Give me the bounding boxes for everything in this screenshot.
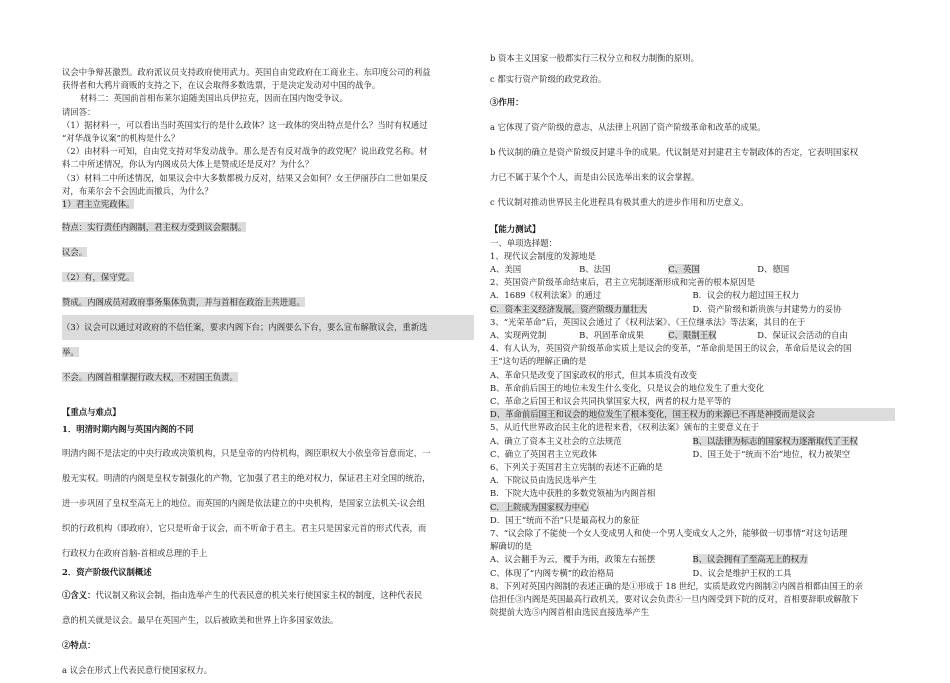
role-item: b 代议制的确立是资产阶级反封建斗争的成果。代议制是对封建君主专制政体的否定，它表明国家权 [490,147,859,158]
role-item: a 它体现了资产阶级的意志，从法律上巩固了资产阶级革命和改革的成果。 [490,122,766,133]
answer-block [62,290,474,315]
definition-marker: ① [62,589,71,600]
question-2-options [490,303,895,316]
option: C、确立了英国君主立宪政体 [490,448,597,459]
question-4: 4、有人认为，英国资产阶级革命实质上是议会的变革，“革命前是国王的议会，革命后是议会的国 [490,343,852,354]
answer-block [62,265,474,290]
question-1-options [490,263,895,276]
answer-line: 特点：实行责任内阁制，君主权力受到议会限制。 [62,222,247,233]
option-correct: C、英国 [668,264,700,275]
feature-item: a 议会在形式上代表民意行使国家权力。 [62,664,213,675]
option [668,263,757,276]
intro-line: 获得者和大鸦片商贩的支持之下，在议会取得多数选票，于是决定发动对中国的战争。 [62,80,381,91]
question-line: 料二中所述情况，你认为内阁成员大体上是赞成还是反对？为什么？ [62,159,314,170]
question-8: 院提前大选⑤内阁首相由选民直接选举产生 [490,607,650,618]
option-correct-row [490,501,895,514]
option: D、议会是维护王权的工具 [692,567,792,578]
question-8: 信担任③内阁是英国最高行政机关，要对议会负责④一旦内阁受到下院的反对，首相要辞职或解散下 [490,594,859,605]
question-line: “对华战争议案”的机构是什么？ [62,133,180,144]
answer-block [62,198,474,211]
section-one-title: 1．明清时期内阁与英国内阁的不同 [62,424,194,435]
section-one-line: 织的行政机构（即政府），它只是听命于议会，而不听命于君主。君主只是国家元首的形式代表，而 [62,522,427,533]
option: B．议会的权力超过国王权力 [692,290,800,301]
feature-item: c 都实行资产阶级的政党政治。 [490,74,607,85]
question-5-options [490,435,895,448]
option: D．国王“统而不治”只是最高权力的象征 [490,514,640,525]
question-line: （3）材料二中所述情况，如果议会中大多数都极力反对，结果又会如何？女王伊丽莎白二世如果反 [62,172,428,183]
answer-line: 1）君主立宪政体。 [62,199,135,210]
question-line: （2）由材料一可知，自由党支持对华发动战争。那么是否有反对战争的政党呢？说出政党名称。材 [62,146,428,157]
option-correct-row [490,408,895,421]
feature-marker: ② [62,639,71,650]
option-correct: D、革命前后国王和议会的地位发生了根本变化，国王权力的来源已不再是神授而是议会 [490,408,895,421]
question-3-options [490,329,895,342]
question-7-options [490,567,895,580]
question-5-options [490,448,895,461]
option: A、革命只是改变了国家政权的形式，但其本质没有改变 [490,369,698,380]
question-3: 3、“光荣革命”后，英国议会通过了《权利法案》、《王位继承法》等法案，其目的在于 [490,316,806,327]
answer-block [62,340,474,365]
option: A、议会翻手为云，覆手为雨，政策左右摇摆 [490,554,656,565]
question-7: 7、“议会除了不能使一个女人变成男人和使一个男人变成女人之外，能够做一切事情”对这句话理 [490,528,848,539]
role-marker: ③ [490,97,499,108]
feature-label: 特点： [70,639,96,650]
option-correct: B、议会拥有了至高无上的权力 [692,554,808,565]
feature-heading [62,633,474,658]
definition-line: 意的机关就是议会。最早在英国产生，以后被欧美和世界上许多国家效法。 [62,614,339,625]
option-correct: C．上院成为国家权力中心 [490,501,589,512]
feature-item: b 资本主义国家一般都实行三权分立和权力制衡的原则。 [490,53,700,63]
section-one-line: 进一步巩固了皇权至高无上的地位。而英国的内阁是依法建立的中央机构，是国家立法机关-议会组 [62,497,425,508]
role-item: c 代议制对推动世界民主化进程具有极其重大的进步作用和历史意义。 [490,197,749,208]
question-6: 6、下列关于英国君主立宪制的表述不正确的是 [490,462,663,473]
answer-line: 举。 [62,347,79,358]
ask-label: 请回答： [62,106,96,117]
question-5: 5、从近代世界政治民主化的进程来看，《权利法案》颁布的主要意义在于 [490,422,760,433]
option [693,435,896,448]
section-two-title: 2．资产阶级代议制概述 [62,566,152,577]
option: B、巩固革命成果 [579,330,644,341]
test-heading: 【能力测试】 [490,224,541,235]
option: A、确立了资本主义社会的立法规范 [490,435,622,446]
answer-block [62,315,474,340]
option: D．资产阶级和新贵族与封建势力的妥协 [692,303,842,314]
answer-line: （3）议会可以通过对政府的不信任案，要求内阁下台；内阁要么下台，要么宣布解散议会，重新选 [62,315,474,340]
material-two: 材料二：英国前首相布莱尔追随美国出兵伊拉克，因而在国内饱受争议。 [80,93,348,104]
role-heading [490,90,895,115]
section-one-line: 般无实权。明清的内阁是皇权专制强化的产物，它加强了君主的绝对权力，保证君主对全国的统治， [62,472,431,483]
option: D、保证议会活动的自由 [757,330,848,341]
question-2: 2、英国资产阶级革命结束后，君主立宪制逐渐形成和完善的根本原因是 [490,277,755,288]
option [490,303,693,316]
option: A．下院议员由选民选举产生 [490,475,597,486]
question-7: 解确切的是 [490,541,532,552]
section-one-line: 行政权力在政府首脑-首相或总理的手上 [62,547,208,558]
option: A、实现两党制 [490,330,547,341]
question-line: 对，布莱尔会不会因此而撤兵，为什么？ [62,185,213,196]
option: A．1689《权利法案》的通过 [490,290,602,301]
answer-block [62,215,474,240]
answer-line: 赞成。内阁成员对政府事务集体负责，并与首相在政治上共进退。 [62,297,305,308]
option-correct: B、以法律为标志的国家权力逐渐取代了王权 [692,435,858,446]
question-2-options [490,289,895,302]
answer-block [62,240,474,265]
option: C、体现了“内阁专横”的政治格局 [490,567,614,578]
mc-heading: 一、单项选择题： [490,237,557,248]
right-column [490,52,895,620]
question-1: 1、现代议会制度的发源地是 [490,250,596,261]
answer-line: 不会。内阁首相掌握行政大权，不对国王负责。 [62,372,238,383]
role-label: 作用： [498,97,524,108]
question-8: 8、下列对英国内阁制的表述正确的是①形成于 18 世纪，实质是政党内阁制②内阁首相都由国王的亲 [490,580,864,591]
option: B、法国 [579,264,611,275]
left-column [62,66,474,683]
option-correct: C、限制王权 [668,330,717,341]
option: A、美国 [490,264,522,275]
answer-line: （2）有，保守党。 [62,272,135,283]
definition-line [62,583,474,608]
key-points-heading: 【重点与难点】 [62,407,121,418]
answer-line: 议会。 [62,247,88,258]
option: B、革命前后国王的地位未发生什么变化，只是议会的地位发生了重大变化 [490,382,765,393]
question-4: 王”这句话的理解正确的是 [490,356,587,367]
option: B．下院大选中获胜的多数党领袖为内阁首相 [490,488,656,499]
option [693,553,896,566]
intro-line: 议会中争辩甚激烈。政府派议员支持政府使用武力。英国自由党政府在工商业主、东印度公司的利益 [62,67,431,77]
option [668,329,757,342]
question-line: （1）据材料一，可以看出当时英国实行的是什么政体？这一政体的突出特点是什么？当时有权通过 [62,119,428,130]
definition-label: 含义： [70,589,96,600]
answer-block [62,365,474,390]
option: C、革命之后国王和议会共同执掌国家大权，两者的权力是平等的 [490,396,731,407]
option: D、国王处于“统而不治”地位，权力被架空 [692,448,851,459]
question-7-options [490,553,895,566]
option-correct: C．资本主义经济发展，资产阶级力量壮大 [490,303,648,314]
section-one-line: 明清内阁不是法定的中央行政或决策机构，只是皇帝的内侍机构，阁臣职权大小依皇帝旨意而定，一 [62,447,431,458]
definition-text: 代议制又称议会制，指由选举产生的代表民意的机关来行使国家主权的制度，这种代表民 [95,589,423,600]
role-item: 力已不属于某个个人，而是由公民选举出来的议会掌握。 [490,172,700,183]
option: D、德国 [757,264,790,275]
